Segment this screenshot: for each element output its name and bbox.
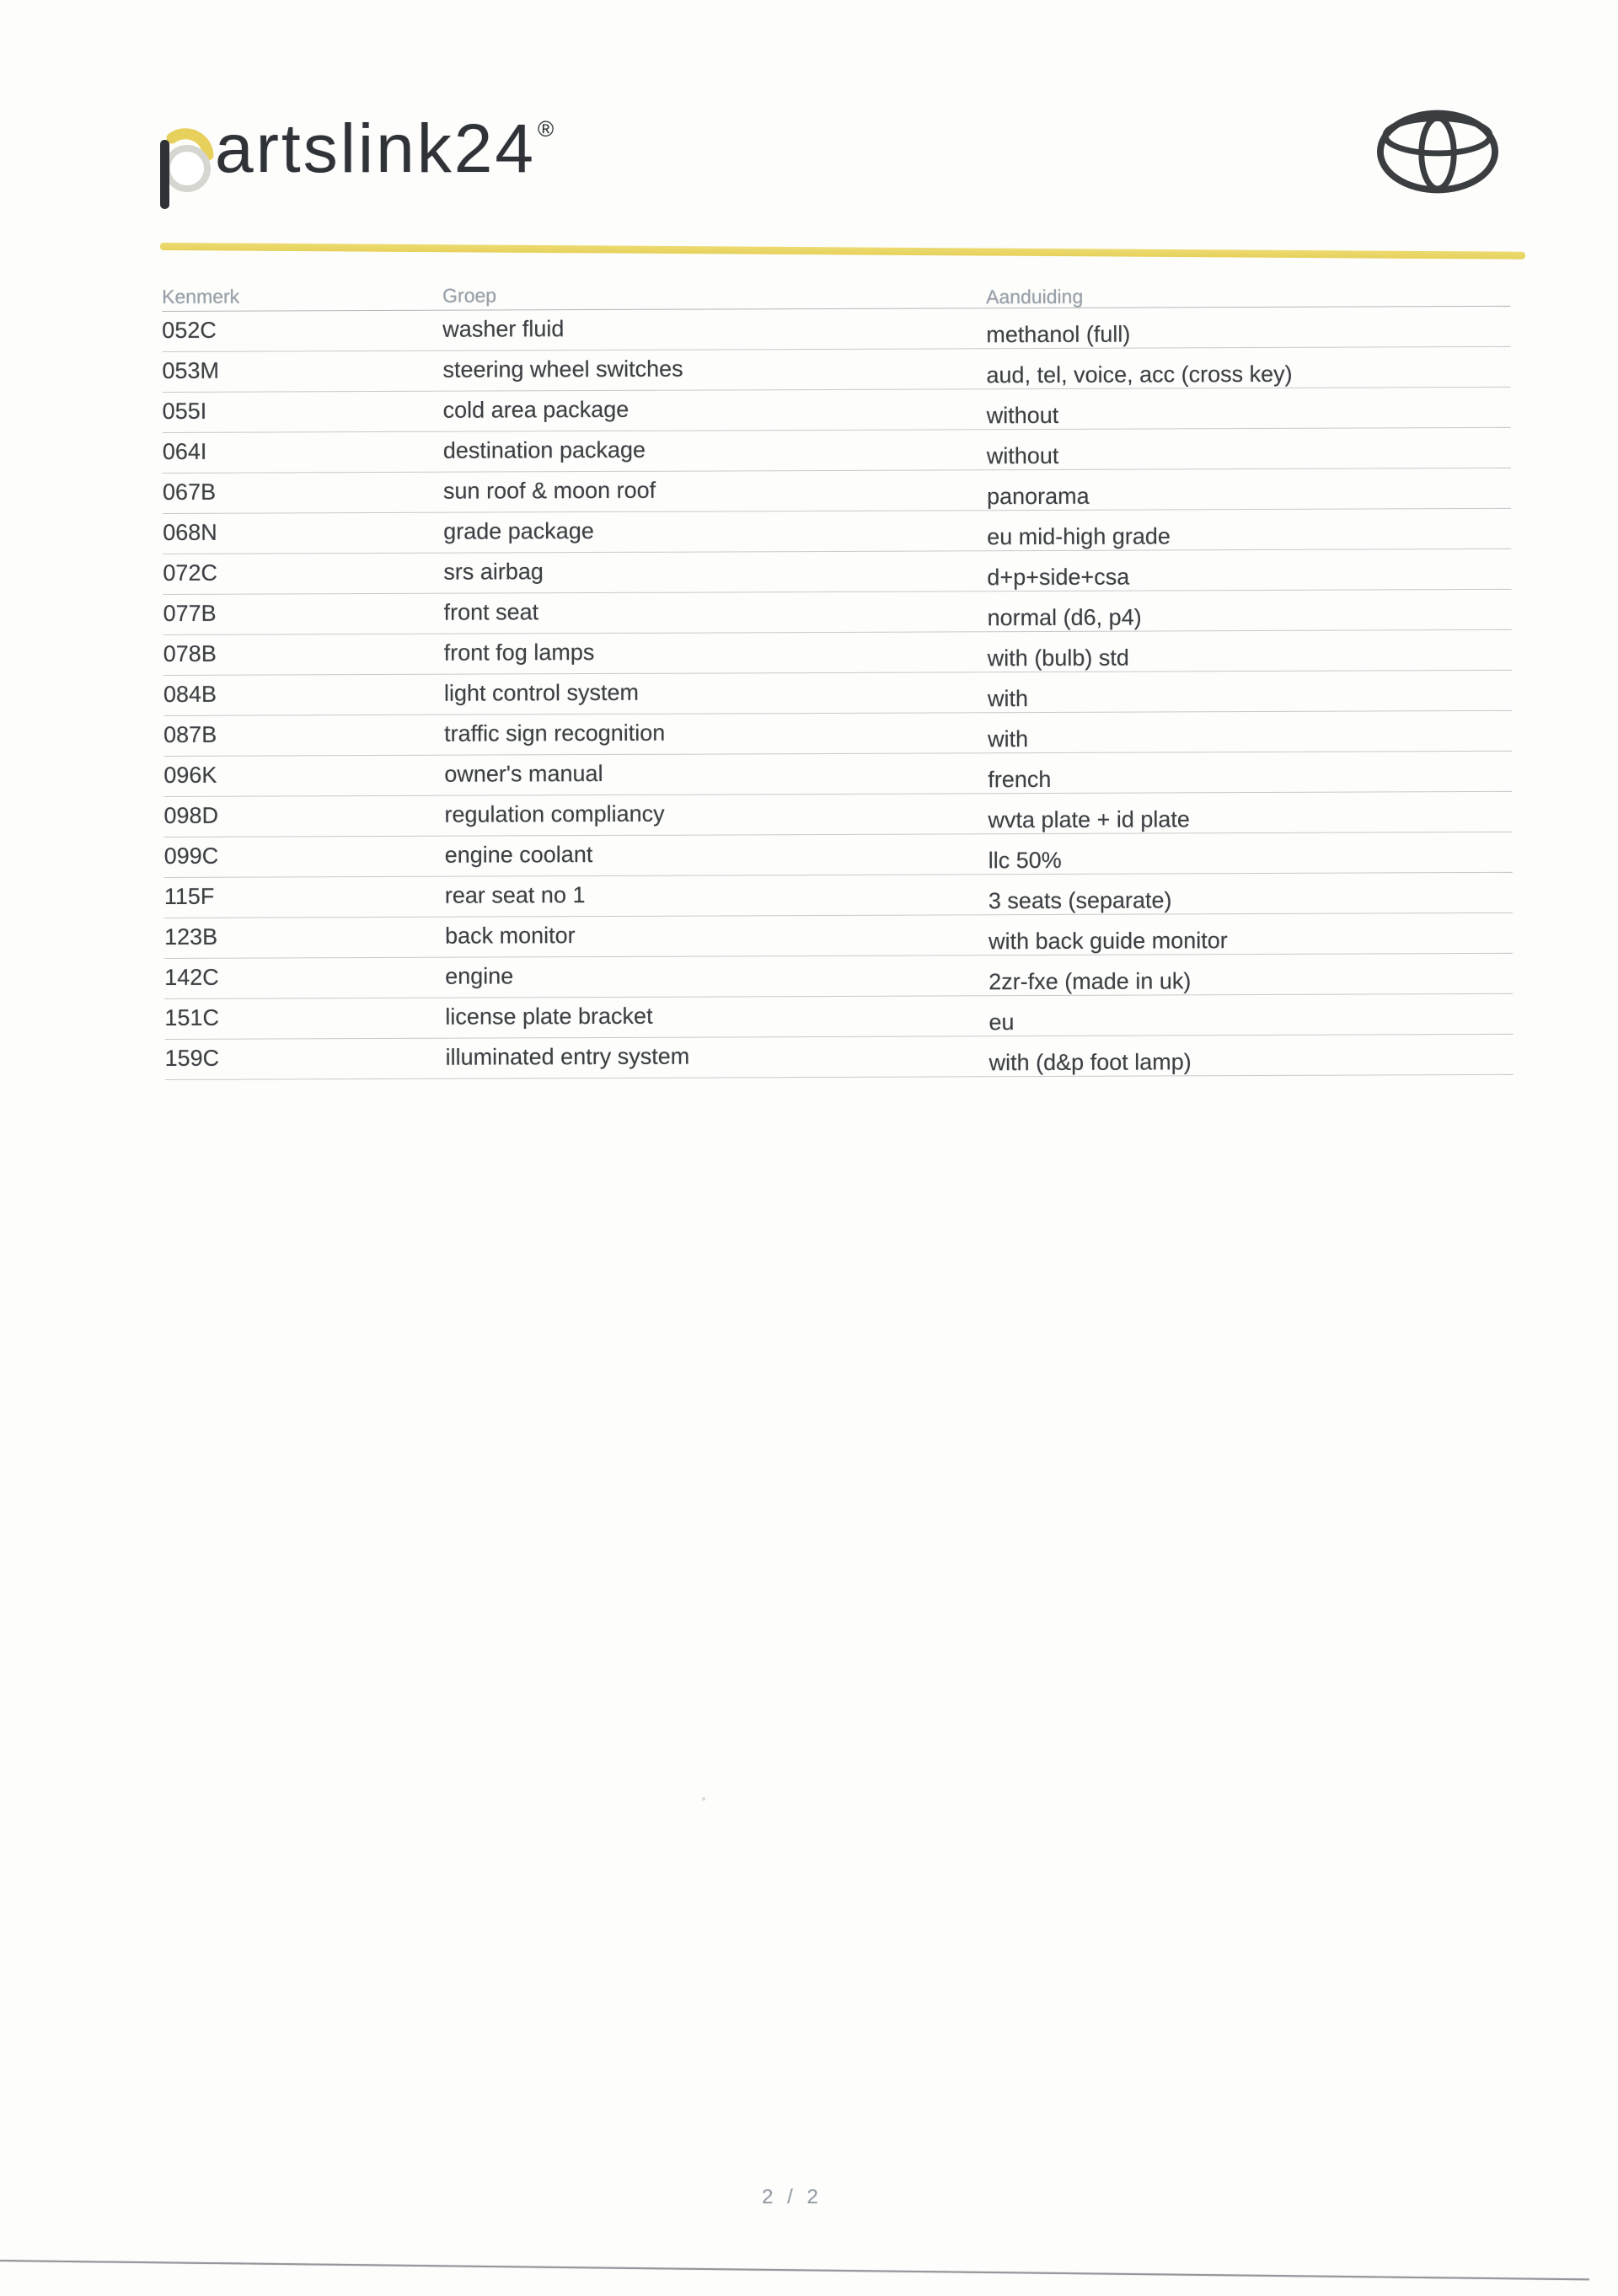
kenmerk-cell: 115F bbox=[163, 883, 215, 909]
aanduiding-cell: french bbox=[988, 766, 1052, 793]
aanduiding-cell: with bbox=[988, 726, 1029, 752]
yellow-divider bbox=[160, 243, 1525, 260]
column-header-groep: Groep bbox=[442, 284, 497, 307]
kenmerk-cell: 068N bbox=[163, 519, 217, 545]
aanduiding-cell: with bbox=[987, 686, 1029, 712]
aanduiding-cell: eu bbox=[988, 1009, 1015, 1036]
scan-edge-line bbox=[0, 2260, 1589, 2280]
scan-speck bbox=[702, 1797, 705, 1801]
aanduiding-cell: wvta plate + id plate bbox=[988, 806, 1190, 833]
groep-cell: destination package bbox=[442, 436, 646, 463]
kenmerk-cell: 077B bbox=[163, 600, 217, 626]
groep-cell: back monitor bbox=[444, 923, 576, 949]
page-indicator: 2 / 2 bbox=[762, 2186, 822, 2208]
kenmerk-cell: 142C bbox=[164, 964, 219, 990]
groep-cell: light control system bbox=[443, 679, 640, 706]
kenmerk-cell: 064I bbox=[162, 438, 207, 464]
aanduiding-cell: 3 seats (separate) bbox=[988, 887, 1172, 914]
aanduiding-cell: panorama bbox=[986, 483, 1090, 510]
aanduiding-cell: with (bulb) std bbox=[987, 645, 1129, 672]
groep-cell: owner's manual bbox=[444, 760, 603, 787]
groep-cell: license plate bracket bbox=[445, 1003, 653, 1030]
kenmerk-cell: 098D bbox=[163, 802, 219, 828]
column-header-kenmerk: Kenmerk bbox=[162, 285, 240, 308]
groep-cell: front fog lamps bbox=[443, 640, 595, 666]
groep-cell: traffic sign recognition bbox=[444, 720, 666, 747]
kenmerk-cell: 159C bbox=[164, 1045, 220, 1071]
partslink24-logo bbox=[158, 110, 555, 209]
aanduiding-cell: d+p+side+csa bbox=[987, 564, 1130, 591]
aanduiding-cell: eu mid-high grade bbox=[987, 523, 1171, 550]
p-mark-icon bbox=[158, 120, 214, 209]
table-header-row bbox=[162, 266, 1510, 312]
kenmerk-cell: 053M bbox=[162, 357, 220, 383]
kenmerk-cell: 099C bbox=[163, 843, 219, 869]
groep-cell: regulation compliancy bbox=[444, 800, 665, 827]
kenmerk-cell: 078B bbox=[163, 640, 217, 666]
aanduiding-cell: 2zr-fxe (made in uk) bbox=[988, 968, 1192, 995]
registered-mark: ® bbox=[537, 116, 555, 142]
aanduiding-cell: without bbox=[986, 402, 1059, 429]
groep-cell: grade package bbox=[443, 518, 594, 544]
groep-cell: sun roof & moon roof bbox=[442, 477, 656, 504]
groep-cell: steering wheel switches bbox=[442, 356, 683, 383]
aanduiding-cell: with back guide monitor bbox=[988, 928, 1228, 955]
groep-cell: engine coolant bbox=[444, 842, 593, 868]
kenmerk-cell: 087B bbox=[163, 721, 217, 747]
kenmerk-cell: 055I bbox=[162, 398, 207, 424]
groep-cell: cold area package bbox=[442, 396, 630, 423]
toyota-logo-icon bbox=[1375, 110, 1500, 194]
kenmerk-cell: 067B bbox=[162, 479, 217, 505]
groep-cell: rear seat no 1 bbox=[444, 882, 586, 908]
kenmerk-cell: 084B bbox=[163, 681, 217, 707]
groep-cell: illuminated entry system bbox=[445, 1043, 690, 1070]
kenmerk-cell: 151C bbox=[164, 1004, 220, 1030]
aanduiding-cell: llc 50% bbox=[988, 847, 1062, 874]
table-row bbox=[162, 307, 1510, 352]
aanduiding-cell: methanol (full) bbox=[986, 321, 1131, 348]
options-table bbox=[162, 266, 1514, 1080]
aanduiding-cell: normal (d6, p4) bbox=[987, 604, 1142, 631]
aanduiding-cell: with (d&p foot lamp) bbox=[988, 1049, 1192, 1076]
groep-cell: engine bbox=[445, 963, 514, 989]
aanduiding-cell: aud, tel, voice, acc (cross key) bbox=[986, 361, 1293, 388]
aanduiding-cell: without bbox=[986, 442, 1059, 469]
kenmerk-cell: 096K bbox=[163, 762, 217, 788]
groep-cell: srs airbag bbox=[443, 559, 544, 585]
groep-cell: front seat bbox=[443, 599, 539, 625]
logo-wordmark: artslink24 bbox=[215, 110, 536, 187]
column-header-aanduiding: Aanduiding bbox=[986, 285, 1084, 308]
groep-cell: washer fluid bbox=[442, 316, 565, 342]
kenmerk-cell: 052C bbox=[162, 317, 217, 343]
table-body bbox=[162, 307, 1513, 1080]
kenmerk-cell: 123B bbox=[163, 923, 218, 950]
kenmerk-cell: 072C bbox=[163, 559, 217, 586]
